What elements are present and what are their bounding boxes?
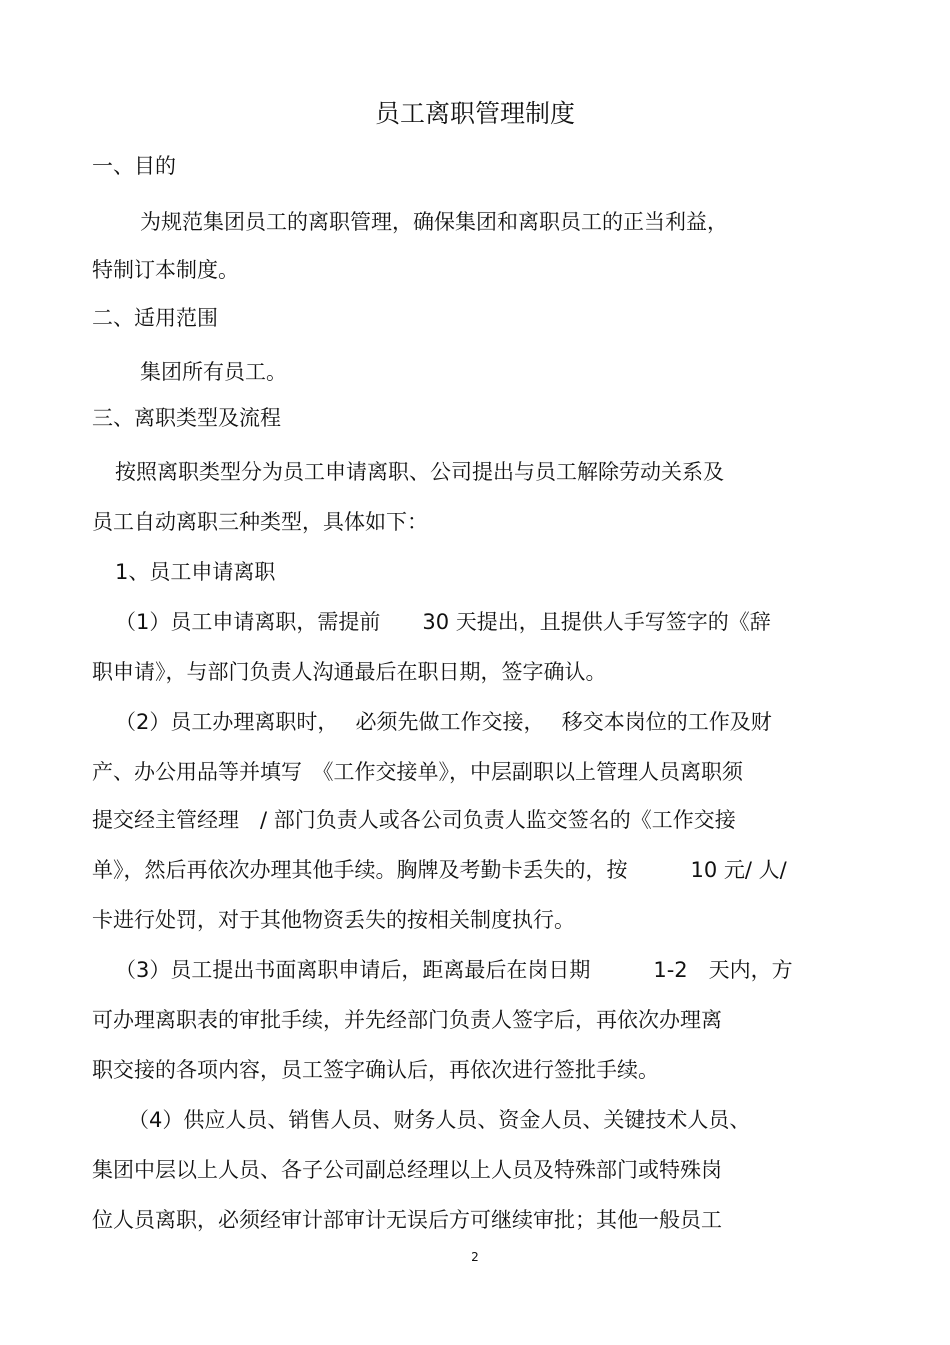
paragraph-line: 提交经主管经理 / 部门负责人或各公司负责人监交签名的《工作交接 bbox=[92, 808, 736, 832]
paragraph-line: 按照离职类型分为员工申请离职、公司提出与员工解除劳动关系及 bbox=[115, 460, 724, 484]
paragraph-line: 特制订本制度。 bbox=[92, 258, 239, 282]
paragraph-line: 集团中层以上人员、各子公司副总经理以上人员及特殊部门或特殊岗 bbox=[92, 1158, 722, 1182]
paragraph-line: 职交接的各项内容，员工签字确认后，再依次进行签批手续。 bbox=[92, 1058, 659, 1082]
paragraph-line: 产、办公用品等并填写 《工作交接单》，中层副职以上管理人员离职须 bbox=[92, 760, 743, 784]
paragraph-line: 卡进行处罚，对于其他物资丢失的按相关制度执行。 bbox=[92, 908, 575, 932]
paragraph-line: （2）员工办理离职时， 必须先做工作交接， 移交本岗位的工作及财 bbox=[115, 710, 772, 734]
subsection-heading: 1、员工申请离职 bbox=[115, 560, 276, 584]
section-heading-types: 三、离职类型及流程 bbox=[92, 406, 281, 430]
paragraph-line: 职申请》，与部门负责人沟通最后在职日期，签字确认。 bbox=[92, 660, 607, 684]
section-heading-scope: 二、适用范围 bbox=[92, 306, 218, 330]
section-heading-purpose: 一、目的 bbox=[92, 154, 176, 178]
paragraph-line: （1）员工申请离职，需提前 30 天提出，且提供人手写签字的《辞 bbox=[115, 610, 771, 634]
paragraph-line: 位人员离职，必须经审计部审计无误后方可继续审批；其他一般员工 bbox=[92, 1208, 722, 1232]
paragraph-line: 可办理离职表的审批手续，并先经部门负责人签字后，再依次办理离 bbox=[92, 1008, 722, 1032]
paragraph-line: 员工自动离职三种类型，具体如下： bbox=[92, 510, 428, 534]
paragraph-line: 集团所有员工。 bbox=[140, 360, 287, 384]
page-number: 2 bbox=[471, 1250, 479, 1264]
document-title: 员工离职管理制度 bbox=[374, 99, 575, 128]
paragraph-line: 单》，然后再依次办理其他手续。胸牌及考勤卡丢失的，按 10 元/ 人/ bbox=[92, 858, 787, 882]
paragraph-line: （4）供应人员、销售人员、财务人员、资金人员、关键技术人员、 bbox=[128, 1108, 751, 1132]
paragraph-line: 为规范集团员工的离职管理，确保集团和离职员工的正当利益， bbox=[140, 210, 728, 234]
paragraph-line: （3）员工提出书面离职申请后，距离最后在岗日期 1-2 天内，方 bbox=[115, 958, 793, 982]
